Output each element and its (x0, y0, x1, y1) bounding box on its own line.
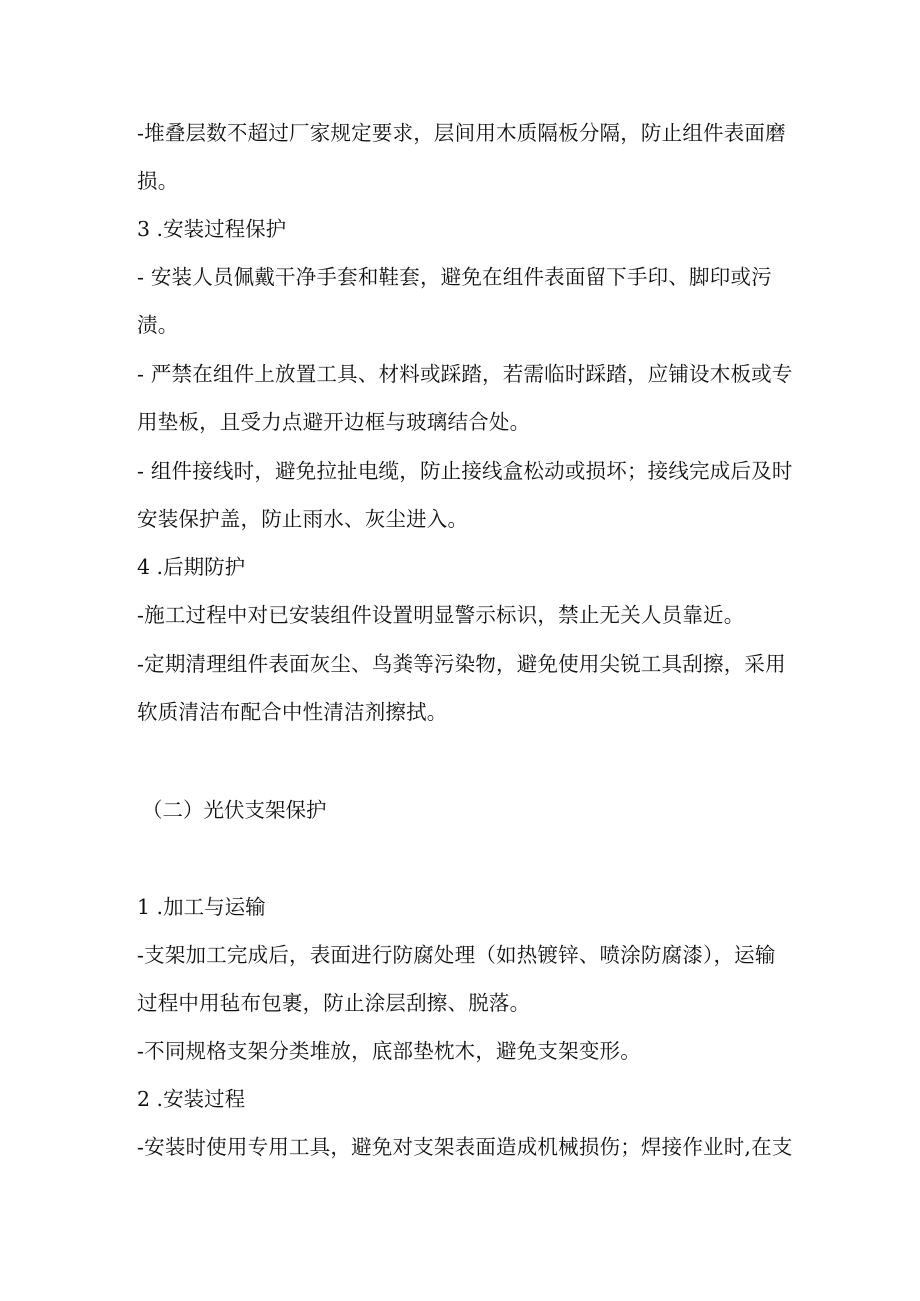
paragraph-line: -安装时使用专用工具，避免对支架表面造成机械损伤；焊接作业时,在支 (137, 1135, 793, 1159)
paragraph-line: -不同规格支架分类堆放，底部垫枕木，避免支架变形。 (137, 1039, 641, 1063)
section-heading-2: （二）光伏支架保护 (142, 798, 327, 822)
paragraph-line: - 组件接线时，避免拉扯电缆，防止接线盒松动或损坏；接线完成后及时 (137, 459, 793, 483)
paragraph-line: 损。 (137, 169, 179, 193)
paragraph-line: -定期清理组件表面灰尘、鸟粪等污染物，避免使用尖锐工具刮擦，采用 (137, 652, 786, 676)
paragraph-line: -施工过程中对已安装组件设置明显警示标识，禁止无关人员靠近。 (137, 603, 745, 627)
subsection-heading-2: 2 .安装过程 (137, 1087, 246, 1111)
paragraph-line: 渍。 (137, 313, 179, 337)
paragraph-line: 过程中用毡布包裹，防止涂层刮擦、脱落。 (137, 991, 531, 1015)
paragraph-line: -堆叠层数不超过厂家规定要求，层间用木质隔板分隔，防止组件表面磨 (137, 121, 786, 145)
paragraph-line: 软质清洁布配合中性清洁剂擦拭。 (137, 700, 448, 724)
paragraph-line: 安装保护盖，防止雨水、灰尘进入。 (137, 507, 469, 531)
paragraph-line: - 安装人员佩戴干净手套和鞋套，避免在组件表面留下手印、脚印或污 (137, 265, 772, 289)
subsection-heading-1: 1 .加工与运输 (137, 895, 266, 919)
paragraph-line: 用垫板，且受力点避开边框与玻璃结合处。 (137, 410, 531, 434)
paragraph-line: -支架加工完成后，表面进行防腐处理（如热镀锌、喷涂防腐漆），运输 (137, 943, 776, 967)
subsection-heading-3: 3 .安装过程保护 (137, 217, 287, 241)
paragraph-line: - 严禁在组件上放置工具、材料或踩踏，若需临时踩踏，应铺设木板或专 (137, 362, 793, 386)
subsection-heading-4: 4 .后期防护 (137, 555, 246, 579)
